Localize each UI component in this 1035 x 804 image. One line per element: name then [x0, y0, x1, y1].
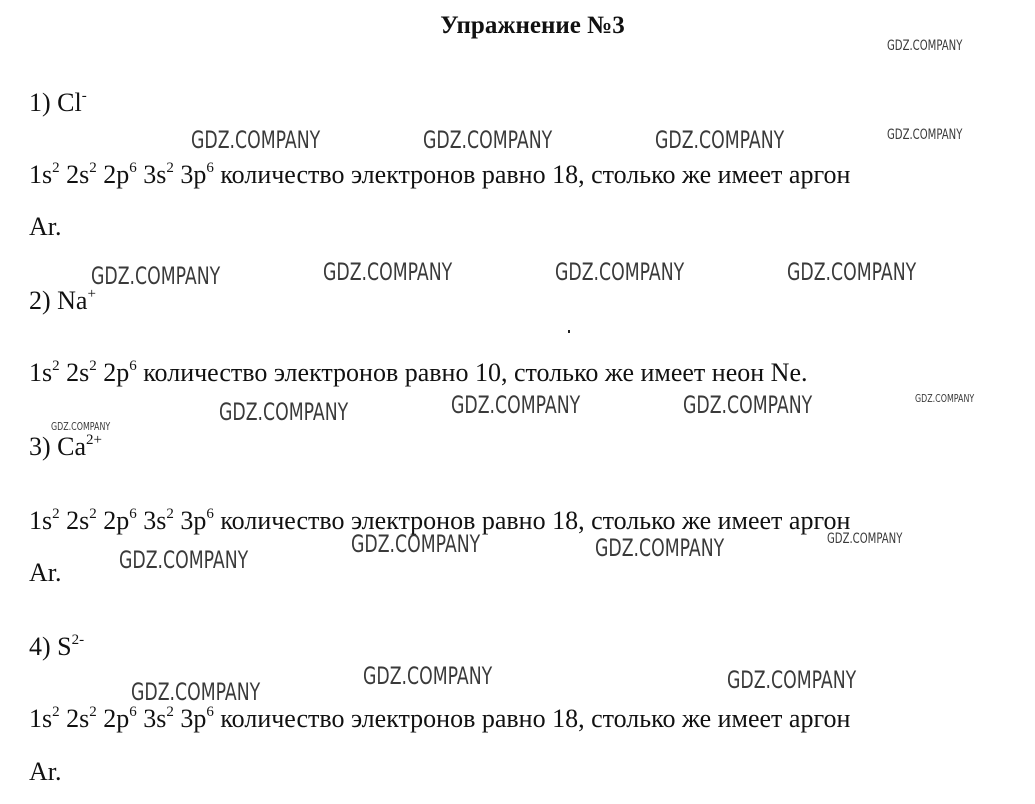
item-2-header: 2) Na+ — [29, 286, 96, 315]
watermark: GDZ.COMPANY — [91, 262, 221, 290]
watermark: GDZ.COMPANY — [595, 534, 725, 562]
watermark: GDZ.COMPANY — [827, 531, 903, 547]
watermark: GDZ.COMPANY — [219, 398, 349, 426]
item-3-continuation: Ar. — [29, 558, 62, 587]
stray-mark — [568, 330, 570, 333]
item-3-config: $1s^2$ $2s^2$ $2p^6$ $3s^2$ $3p^6$ количество электронов равно 18, столько же имеет аргон — [29, 506, 851, 535]
item-1-continuation: Ar. — [29, 212, 62, 241]
watermark: GDZ.COMPANY — [423, 126, 553, 154]
page-title: Упражнение №3 — [440, 12, 625, 39]
watermark: GDZ.COMPANY — [363, 662, 493, 690]
watermark: GDZ.COMPANY — [787, 258, 917, 286]
watermark: GDZ.COMPANY — [887, 38, 963, 54]
item-2-config: $1s^2$ $2s^2$ $2p^6$ количество электронов равно 10, столько же имеет неон Ne. — [29, 358, 808, 387]
item-4-config: $1s^2$ $2s^2$ $2p^6$ $3s^2$ $3p^6$ количество электронов равно 18, столько же имеет аргон — [29, 704, 851, 733]
watermark: GDZ.COMPANY — [887, 127, 963, 143]
item-4-continuation: Ar. — [29, 757, 62, 786]
watermark: GDZ.COMPANY — [131, 678, 261, 706]
watermark: GDZ.COMPANY — [555, 258, 685, 286]
watermark: GDZ.COMPANY — [915, 392, 975, 405]
watermark: GDZ.COMPANY — [727, 666, 857, 694]
item-3-header: 3) $Ca^{2+}$ — [29, 432, 103, 461]
watermark: GDZ.COMPANY — [51, 420, 111, 433]
item-1-config: $1s^2$ $2s^2$ $2p^6$ $3s^2$ $3p^6$ количество электронов равно 18, столько же имеет аргон — [29, 160, 851, 189]
watermark: GDZ.COMPANY — [191, 126, 321, 154]
watermark: GDZ.COMPANY — [351, 530, 481, 558]
item-1-header: 1) Cl- — [29, 88, 87, 117]
watermark: GDZ.COMPANY — [451, 391, 581, 419]
watermark: GDZ.COMPANY — [323, 258, 453, 286]
item-4-header: 4) $S^{2-}$ — [29, 632, 85, 661]
watermark: GDZ.COMPANY — [119, 546, 249, 574]
watermark: GDZ.COMPANY — [683, 391, 813, 419]
watermark: GDZ.COMPANY — [655, 126, 785, 154]
